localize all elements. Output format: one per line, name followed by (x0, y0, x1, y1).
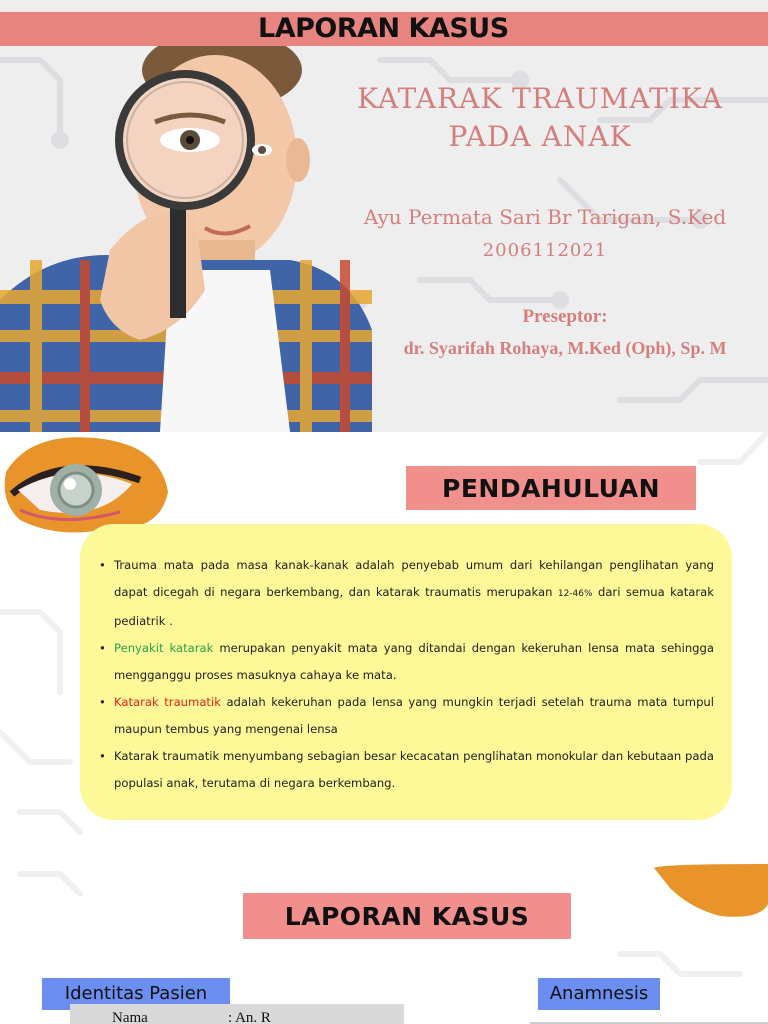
table-cell-label: Nama (112, 1010, 148, 1024)
bullet-list (98, 552, 714, 797)
bullet-text: dari semua katarak pediatrik . (114, 585, 714, 628)
bullet-text: adalah kekeruhan pada lensa yang mungkin terjadi setelah trauma mata tumpul maupun tembus yang mengenai lensa (114, 695, 714, 736)
bullet-text: Trauma mata pada masa kanak-kanak adalah penyebab umum dari kehilangan penglihatan yang dapat dicegah di negara berkembang, dan katarak traumatis merupakan (114, 558, 714, 599)
section-heading: PENDAHULUAN (442, 474, 660, 503)
bullet-item (98, 689, 714, 743)
bullet-item (98, 552, 714, 635)
author-name: Ayu Permata Sari Br Tarigan, S.Ked (363, 205, 727, 229)
highlight-term: Penyakit katarak (114, 641, 214, 655)
student-id: 2006112021 (482, 240, 608, 261)
bullet-text: merupakan penyakit mata yang ditandai dengan kekeruhan lensa mata sehingga mengganggu proses masuknya cahaya ke mata. (114, 641, 714, 682)
anamnesis-label: Anamnesis (549, 983, 649, 1004)
introduction-slide (0, 432, 768, 864)
preceptor-label: Preseptor: (522, 306, 608, 327)
identity-label: Identitas Pasien (64, 983, 208, 1004)
table-cell-value: : An. R (228, 1010, 271, 1024)
percentage-value: 12-46% (557, 589, 593, 599)
title-line-1: KATARAK TRAUMATIKA (357, 82, 723, 115)
banner-title: LAPORAN KASUS (258, 13, 509, 44)
presentation-title (320, 80, 760, 156)
case-report-slide (0, 864, 768, 1024)
preceptor-name: dr. Syarifah Rohaya, M.Ked (Oph), Sp. M (403, 338, 727, 358)
section-heading: LAPORAN KASUS (284, 902, 530, 931)
boy-with-magnifying-glass-photo (0, 0, 372, 432)
bullet-item (98, 743, 714, 797)
highlight-term: Katarak traumatik (114, 695, 221, 709)
bullet-text: Katarak traumatik menyumbang sebagian besar kecacatan penglihatan monokular dan kebutaan pada populasi anak, terutama di negara berkembang. (114, 749, 714, 790)
title-line-2: PADA ANAK (448, 120, 632, 153)
bullet-item (98, 635, 714, 689)
title-slide (0, 0, 768, 432)
